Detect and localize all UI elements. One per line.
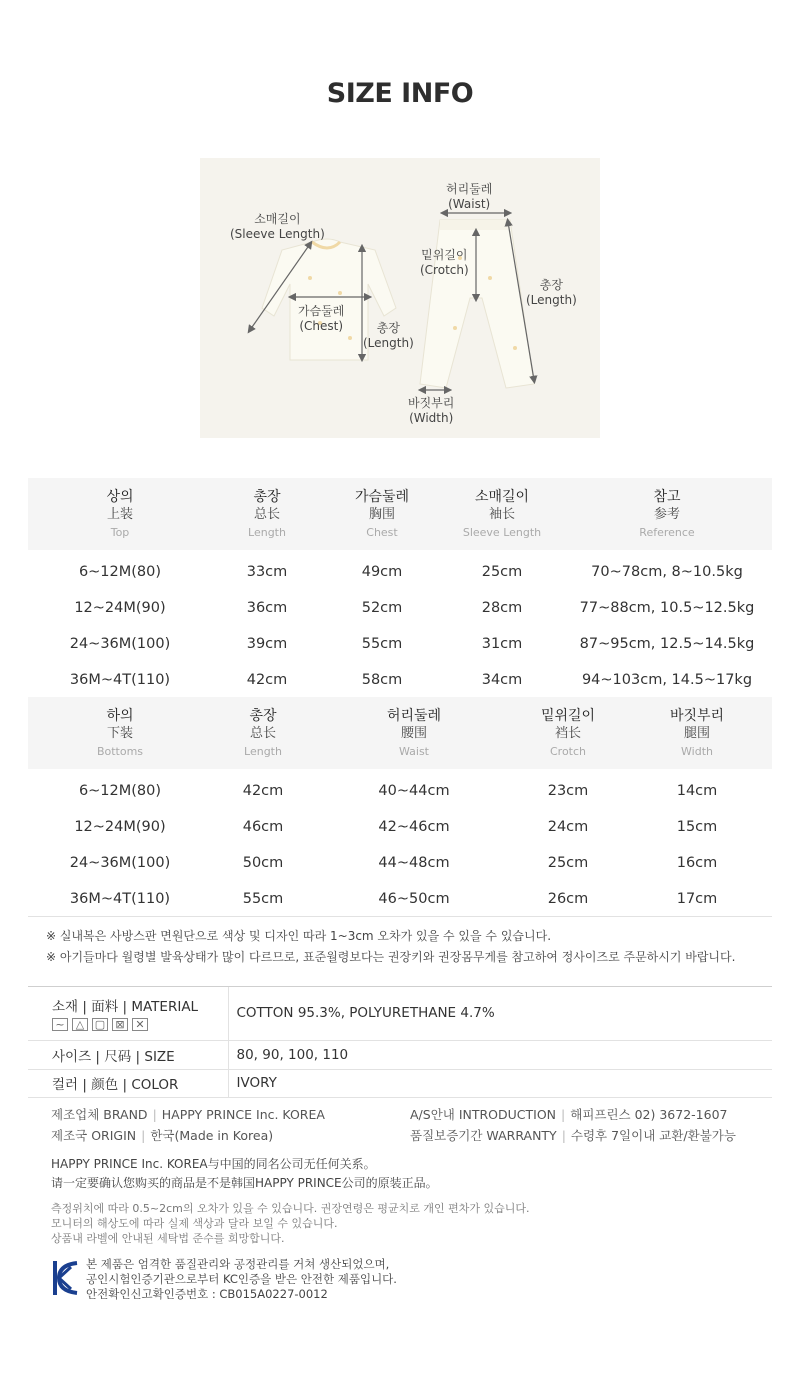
- table-cell: 12~24M(90): [74, 600, 166, 616]
- color-label: 컬러 | 颜色 | COLOR: [28, 1069, 228, 1097]
- table-cell: 55cm: [361, 636, 403, 652]
- table-cell: 24~36M(100): [69, 855, 171, 871]
- table-row: [28, 809, 772, 845]
- pants-garment: [420, 220, 534, 388]
- label-width: 바짓부리 (Width): [408, 396, 455, 425]
- table-cell: 26cm: [547, 891, 589, 907]
- pants-waistband: [440, 220, 510, 230]
- note-line: 측정위치에 따라 0.5~2cm의 오차가 있을 수 있습니다. 권장연령은 평균치로 개인 편차가 있습니다.: [51, 1202, 530, 1215]
- material-label-cell: [28, 987, 228, 1040]
- table-cell: 6~12M(80): [78, 783, 162, 799]
- label-chest: 가슴둘레 (Chest): [298, 304, 345, 333]
- table-row: [28, 662, 772, 698]
- no-tumble-dry-icon: ⊠: [112, 1018, 128, 1031]
- table-cell: 52cm: [361, 600, 403, 616]
- header-cell: 바짓부리 腿围 Width: [622, 697, 772, 769]
- table-cell: 28cm: [481, 600, 523, 616]
- note-line: ※ 아기들마다 월령별 발육상태가 많이 다르므로, 표준월령보다는 권장키와 권장몸무게를 참고하여 정사이즈로 주문하시기 바랍니다.: [46, 950, 736, 964]
- table-cell: 42cm: [246, 672, 288, 688]
- table-cell: 36M~4T(110): [69, 891, 171, 907]
- table-cell: 24cm: [547, 819, 589, 835]
- material-label: 소재 | 面料 | MATERIAL: [52, 999, 199, 1016]
- header-cell: 밑위길이 裆长 Crotch: [514, 697, 622, 769]
- table-row: [28, 845, 772, 881]
- table-cell: 34cm: [481, 672, 523, 688]
- bottom-table-header: [28, 697, 772, 769]
- brand-info: 제조업체 BRAND | HAPPY PRINCE Inc. KOREA 제조국 ORIGIN | 한국(Made in Korea): [51, 1107, 325, 1143]
- table-cell: 33cm: [246, 564, 288, 580]
- divider: [28, 916, 772, 917]
- table-cell: 31cm: [481, 636, 523, 652]
- page-title: SIZE INFO: [326, 78, 474, 109]
- kc-line: 안전확인신고확인증번호 : CB015A0227-0012: [86, 1287, 328, 1301]
- as-label: A/S안내 INTRODUCTION: [410, 1107, 557, 1122]
- size-illustration: [200, 158, 600, 438]
- label-waist: 허리둘레 (Waist): [446, 182, 493, 211]
- note-line: 상품내 라벨에 안내된 세탁법 준수를 희망합니다.: [51, 1232, 285, 1245]
- table-cell: 55cm: [242, 891, 284, 907]
- table-cell: 25cm: [547, 855, 589, 871]
- table-row: [28, 554, 772, 590]
- table-cell: 14cm: [676, 783, 718, 799]
- table-cell: 42cm: [242, 783, 284, 799]
- kc-line: 공인시험인증기관으로부터 KC인증을 받은 안전한 제품입니다.: [86, 1272, 397, 1286]
- info-row-color: [28, 1069, 772, 1097]
- service-info: A/S안내 INTRODUCTION | 해피프린스 02) 3672-1607 품질보증기간 WARRANTY | 수령후 7일이내 교환/환불가능: [410, 1107, 736, 1143]
- kc-certification-text: [86, 1257, 397, 1302]
- header-cell: 하의 下装 Bottoms: [28, 697, 212, 769]
- table-cell: 87~95cm, 12.5~14.5kg: [579, 636, 755, 652]
- authenticity-note: [51, 1155, 438, 1193]
- kc-certification-icon: [51, 1259, 79, 1297]
- header-cell: 상의 上装 Top: [28, 478, 212, 550]
- table-cell: 42~46cm: [378, 819, 450, 835]
- table-cell: 49cm: [361, 564, 403, 580]
- table-cell: 94~103cm, 14.5~17kg: [581, 672, 753, 688]
- table-row: [28, 626, 772, 662]
- table-cell: 40~44cm: [378, 783, 450, 799]
- bottom-size-table: [28, 697, 772, 917]
- size-value: 80, 90, 100, 110: [228, 1040, 772, 1069]
- dry-icon: ▢: [92, 1018, 108, 1031]
- table-cell: 50cm: [242, 855, 284, 871]
- label-top-length: 총장 (Length): [363, 321, 414, 350]
- material-value: COTTON 95.3%, POLYURETHANE 4.7%: [228, 987, 772, 1040]
- info-row-material: [28, 987, 772, 1040]
- origin-value: 한국(Made in Korea): [150, 1128, 274, 1143]
- care-icons: [28, 1018, 228, 1031]
- table-cell: 46cm: [242, 819, 284, 835]
- table-row: [28, 881, 772, 917]
- header-cell: 소매길이 袖长 Sleeve Length: [442, 478, 562, 550]
- table-cell: 58cm: [361, 672, 403, 688]
- header-cell: 가슴둘레 胸围 Chest: [322, 478, 442, 550]
- note-line: HAPPY PRINCE Inc. KOREA与中国的同名公司无任何关系。: [51, 1157, 376, 1171]
- table-cell: 15cm: [676, 819, 718, 835]
- color-value: IVORY: [228, 1069, 772, 1097]
- info-row-size: [28, 1040, 772, 1069]
- no-iron-icon: ✕: [132, 1018, 148, 1031]
- note-line: 모니터의 해상도에 따라 실제 색상과 달라 보일 수 있습니다.: [51, 1217, 338, 1230]
- product-info-table: [28, 987, 772, 1098]
- brand-label: 제조업체 BRAND: [51, 1107, 148, 1122]
- label-sleeve: 소매길이 (Sleeve Length): [230, 212, 325, 241]
- table-row: [28, 590, 772, 626]
- note-line: ※ 실내복은 사방스판 면원단으로 색상 및 디자인 따라 1~3cm 오차가 있을 수 있을 수 있습니다.: [46, 929, 552, 943]
- warranty-value: 수령후 7일이내 교환/환불가능: [570, 1128, 736, 1143]
- table-cell: 36M~4T(110): [69, 672, 171, 688]
- top-size-table: [28, 478, 772, 698]
- header-cell: 총장 总长 Length: [212, 478, 322, 550]
- table-cell: 36cm: [246, 600, 288, 616]
- origin-label: 제조국 ORIGIN: [51, 1128, 137, 1143]
- as-value: 해피프린스 02) 3672-1607: [570, 1107, 728, 1122]
- header-cell: 총장 总长 Length: [212, 697, 314, 769]
- table-row: [28, 773, 772, 809]
- header-cell: 허리둘레 腰围 Waist: [314, 697, 514, 769]
- warranty-label: 품질보증기간 WARRANTY: [410, 1128, 557, 1143]
- table-cell: 25cm: [481, 564, 523, 580]
- table-cell: 77~88cm, 10.5~12.5kg: [579, 600, 755, 616]
- table-cell: 24~36M(100): [69, 636, 171, 652]
- table-cell: 6~12M(80): [78, 564, 162, 580]
- no-bleach-icon: △: [72, 1018, 88, 1031]
- table-cell: 44~48cm: [378, 855, 450, 871]
- brand-value: HAPPY PRINCE Inc. KOREA: [161, 1107, 325, 1122]
- note-line: 请一定要确认您购买的商品是不是韩国HAPPY PRINCE公司的原装正品。: [51, 1176, 438, 1190]
- top-table-header: [28, 478, 772, 550]
- kc-line: 본 제품은 엄격한 품질관리와 공정관리를 거쳐 생산되었으며,: [86, 1257, 390, 1271]
- label-pants-length: 총장 (Length): [526, 278, 577, 307]
- measurement-notes: [51, 1201, 529, 1246]
- table-cell: 16cm: [676, 855, 718, 871]
- table-cell: 46~50cm: [378, 891, 450, 907]
- table-cell: 70~78cm, 8~10.5kg: [591, 564, 743, 580]
- size-notes: [46, 926, 735, 968]
- size-label: 사이즈 | 尺码 | SIZE: [28, 1040, 228, 1069]
- table-cell: 12~24M(90): [74, 819, 166, 835]
- label-crotch: 밑위길이 (Crotch): [420, 248, 469, 277]
- table-cell: 17cm: [676, 891, 718, 907]
- table-cell: 39cm: [246, 636, 288, 652]
- header-cell: 참고 参考 Reference: [562, 478, 772, 550]
- table-cell: 23cm: [547, 783, 589, 799]
- wash-icon: ~: [52, 1018, 68, 1031]
